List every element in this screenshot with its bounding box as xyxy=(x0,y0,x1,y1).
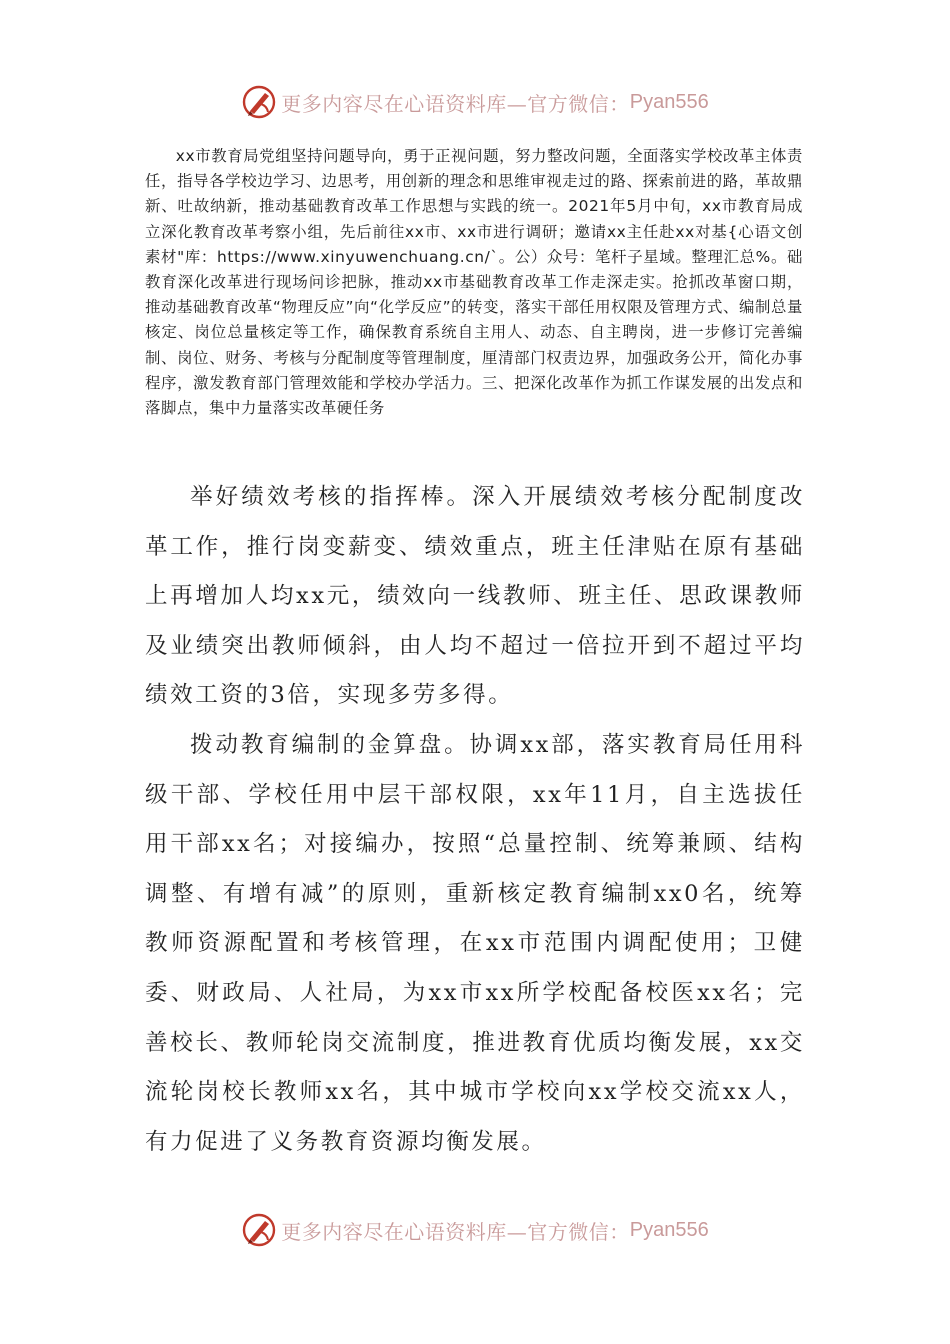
summary-paragraph: xx市教育局党组坚持问题导向，勇于正视问题，努力整改问题，全面落实学校改革主体责任，指导各学校边学习、边思考，用创新的理念和思维审视走过的路、探索前进的路，革故鼎新、吐故纳新，推动基础教育改革工作思想与实践的统一。2021年5月中旬，xx市教育局成立深化教育改革考察小组，先后前往xx市、xx市进行调研；邀请xx主任赴xx对基{心语文创素材"库：https://www.xinyuwenchuang.cn/`。公）众号：笔杆子星域。整理汇总%。础教育深化改革进行现场问诊把脉，推动xx市基础教育改革工作走深走实。抢抓改革窗口期，推动基础教育改革“物理反应”向“化学反应”的转变，落实干部任用权限及管理方式、编制总量核定、岗位总量核定等工作，确保教育系统自主用人、动态、自主聘岗，进一步修订完善编制、岗位、财务、考核与分配制度等管理制度，厘清部门权责边界，加强政务公开，简化办事程序，激发教育部门管理效能和学校办学活力。三、把深化改革作为抓工作谋发展的出发点和落脚点，集中力量落实改革硬任务 xyxy=(145,147,803,418)
pen-logo-icon xyxy=(241,84,277,120)
pen-logo-icon xyxy=(241,1212,277,1248)
footer-watermark-id: Pyan556 xyxy=(629,1218,709,1241)
main-content xyxy=(145,473,805,1167)
paragraph-performance: 举好绩效考核的指挥棒。深入开展绩效考核分配制度改革工作，推行岗变薪变、绩效重点，班主任津贴在原有基础上再增加人均xx元，绩效向一线教师、班主任、思政课教师及业绩突出教师倾斜，由人均不超过一倍拉开到不超过平均绩效工资的3倍，实现多劳多得。 xyxy=(145,484,805,709)
summary-section xyxy=(145,144,803,421)
header-watermark-banner xyxy=(0,82,950,122)
footer-watermark-banner xyxy=(0,1210,950,1250)
header-watermark-text: 更多内容尽在心语资料库—官方微信： xyxy=(281,91,630,116)
paragraph-staffing: 拨动教育编制的金算盘。协调xx部，落实教育局任用科级干部、学校任用中层干部权限，xx年11月，自主选拔任用干部xx名；对接编办，按照“总量控制、统筹兼顾、结构调整、有增有减”的原则，重新核定教育编制xx0名，统筹教师资源配置和考核管理，在xx市范围内调配使用；卫健委、财政局、人社局，为xx市xx所学校配备校医xx名；完善校长、教师轮岗交流制度，推进教育优质均衡发展，xx交流轮岗校长教师xx名，其中城市学校向xx学校交流xx人，有力促进了义务教育资源均衡发展。 xyxy=(145,731,805,1155)
header-watermark-id: Pyan556 xyxy=(629,90,709,113)
footer-watermark-text: 更多内容尽在心语资料库—官方微信： xyxy=(281,1219,630,1244)
